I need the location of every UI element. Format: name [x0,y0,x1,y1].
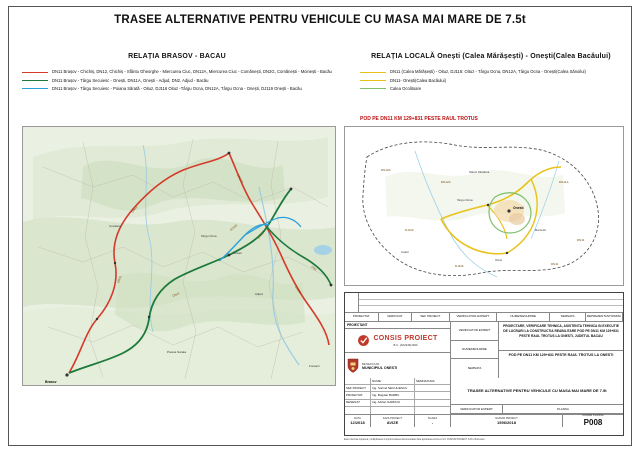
meta-data: DATA 12/2018 [345,414,371,427]
svg-text:DJ116: DJ116 [455,264,464,268]
signature-row-empty [345,407,450,414]
role-sef-proiect: SEF PROIECT [345,385,371,391]
legend-label: Calea Ocolitoare [390,85,422,91]
verificator-column [451,322,499,378]
revision-number-col [345,293,359,313]
revision-strip [345,293,623,313]
hdr-nume-denumire: NUME/DENUMIRE [497,313,550,322]
map-onesti-local[interactable] [344,126,624,286]
svg-text:DN11: DN11 [171,291,181,298]
cell-nume-denumire: NUME/DENUMIRE [451,341,498,360]
legend-label: DN11 Brașov - Târgu Secuiesc - Poiana Sărată - Oituz, DJ116 Oituz -Târgu Ocna, DN12A, Târgu Ocna - Onești, DJ119 Onești - Bacău [52,85,302,91]
svg-text:Onesti: Onesti [233,251,242,255]
svg-text:DN12: DN12 [130,204,139,214]
left-panel-subtitle: RELAȚIA BRASOV - BACAU [128,53,226,60]
verificator-expert-label: VERIFICATOR EXPERT [451,405,503,413]
col-nume: NUME [371,378,415,384]
meta-numar-plansa: NUMAR PLANSA P008 [563,414,623,427]
col-semnatura: SEMNATURA [416,378,435,383]
name-sef-proiect: Ing. Sorinel NECULIESCU [371,385,415,391]
left-legend [22,52,332,94]
svg-text:DN12A: DN12A [381,168,391,172]
hdr-proiectat: PROIECTAT [345,313,379,322]
svg-text:Caiuti: Caiuti [401,250,409,254]
hdr-semnatura: SEMNATA [550,313,586,322]
sign-sef-proiect [415,385,450,391]
city-crest-icon [347,358,359,373]
name-desenat: Ing. Adrian NARDUU [371,400,415,406]
legend-label: DN11 Brașov - Chichiș, DN12, Chichiș - Sfântu Gheorghe - Miercurea Ciuc, DN12A, Miercurea Ciuc - Comănești, DN2G, Comănești - Moinești - Bacău [52,69,332,75]
legend-item [22,86,332,92]
title-block [344,292,624,436]
svg-text:DJ119: DJ119 [405,228,414,232]
role-desenat: DESENAT [345,400,371,406]
meta-faza: FAZA PROIECT AVIZE [371,414,415,427]
legend-swatch-yellow [360,72,386,73]
titleblock-bottom-row [345,414,623,427]
legend-item [22,69,332,75]
legend-label: DN11 (Calea Mărășești) - Oituz, DJ116: Oituz - Târgu Ocna, DN12A, Târgu Ocna - Onești(Calea Sănoilui) [390,69,586,75]
svg-text:DN11: DN11 [116,274,123,284]
works-description: POD PE DN11 KM 129+831 PESTE RAUL TROTUS LA ONESTI [508,352,614,357]
map-brasov-bacau[interactable] [22,126,336,386]
company-column [345,322,451,378]
sheet-title-area [451,378,623,414]
right-legend [360,52,622,94]
company-logo [345,329,450,353]
svg-text:DN2G: DN2G [294,285,303,295]
consis-logo-icon [357,334,370,347]
signature-row [345,392,450,399]
svg-text:DN11: DN11 [577,238,585,242]
sign-desenat [415,400,450,406]
legend-item [360,86,622,92]
signature-area [345,378,623,414]
signature-row [345,400,450,407]
hdr-reprezentant: REPREZENTANT/FIRMA [586,313,623,322]
legend-item [360,69,622,75]
svg-text:DN11: DN11 [551,262,559,266]
copyright-note: Este interzisa copierea, multiplicarea si imprumutarea documentatiei fara aprobarea scrisa a S.C CONSIS PROIECT S.R.L Bucuresti [344,438,485,441]
signature-row [345,385,450,392]
svg-text:Targu Ocna: Targu Ocna [457,198,473,202]
svg-text:Slanic Moldova: Slanic Moldova [469,170,490,174]
titleblock-header-row [345,313,623,322]
svg-text:Targu Ocna: Targu Ocna [201,234,217,238]
signature-header [345,378,450,385]
svg-text:DN2: DN2 [310,264,318,272]
svg-text:Focsani: Focsani [309,364,320,368]
svg-text:Onesti: Onesti [513,206,524,210]
sign-proiectat [415,392,450,398]
sheet-title: TRASEE ALTERNATIVE PENTRU VEHICULE CU MASA MAI MARE DE 7.5t [451,378,623,405]
beneficiary-name: MUNICIPIUL ONESTI [362,365,398,370]
meta-scara: SCARA - [415,414,451,427]
svg-text:DJ116: DJ116 [229,223,239,232]
project-description: PROIECTARE, VERIFICARE TEHNICA, ASISTENTA TEHNICA IN EXECUTIE DE LUCRARI LA CONSTRUCTIA REABILITARE POD PE DN11 KM 129+831 PESTE RAUL TROTUS LA ONESTI, JUDETUL BACAU [499,322,623,351]
role-proiectat: PROIECTAT [345,392,371,398]
legend-item [360,78,622,84]
right-panel-subtitle: RELAȚIA LOCALĂ Onești (Calea Mărășești) - Onești(Calea Bacăului) [371,53,611,60]
proiectant-label: PROIECTANT [345,322,450,329]
legend-swatch-yellow-2 [360,80,386,81]
page-title: TRASEE ALTERNATIVE PENTRU VEHICULE CU MASA MAI MARE DE 7.5t [114,14,526,26]
legend-swatch-red [22,72,48,73]
hdr-verificat: VERIFICAT [379,313,413,322]
cell-verificator-expert: VERIFICATOR EXPERT [451,322,498,341]
beneficiary-row [345,353,450,378]
legend-swatch-green [22,80,48,81]
meta-numar-proiect: NUMAR PROIECT 1596/2018 [451,414,563,427]
hdr-sef-proiect: SEF PROIECT [412,313,450,322]
svg-text:Poiana Sarata: Poiana Sarata [167,350,187,354]
titleblock-middle [345,322,623,378]
cell-semnatura: SEMNATA [467,366,482,371]
beneficiar-label: BENEFICIAR [362,361,380,366]
sheet-number: P008 [583,417,603,427]
company-registration: B.C. (A02346)1990 [393,342,418,347]
svg-text:Adjud: Adjud [255,292,263,296]
svg-text:Covasna: Covasna [109,224,121,228]
legend-item [22,78,332,84]
legend-swatch-blue [22,88,48,89]
hdr-verificator-expert: VERIFICATOR EXPERT [450,313,497,322]
signature-table [345,378,451,414]
plansa-label: PLANSA [557,407,569,411]
svg-text:Borzesti: Borzesti [535,228,546,232]
company-name: CONSIS PROIECT [373,334,438,342]
legend-swatch-greenlight [360,88,386,89]
svg-text:DN12A: DN12A [236,173,245,184]
name-proiectat: Ing. Bogdan BARBU [371,392,415,398]
revision-rows [359,293,623,313]
right-bridge-note: POD PE DN11 KM 129+831 PESTE RAUL TROTUS [360,116,478,122]
svg-text:DN11A: DN11A [256,229,266,240]
svg-text:Oituz: Oituz [495,258,503,262]
legend-label: DN11 Brașov - Târgu Secuiesc - Onești, DN11A, Onești - Adjud, DN2, Adjud - Bacău [52,77,209,83]
svg-text:Brasov: Brasov [45,380,57,384]
project-column [499,322,623,378]
svg-text:DN11A: DN11A [559,180,569,184]
svg-text:DN12A: DN12A [441,180,451,184]
sheet-meta-row [451,405,623,414]
legend-label: DN11- Onești(Calea Bacăului) [390,77,447,83]
